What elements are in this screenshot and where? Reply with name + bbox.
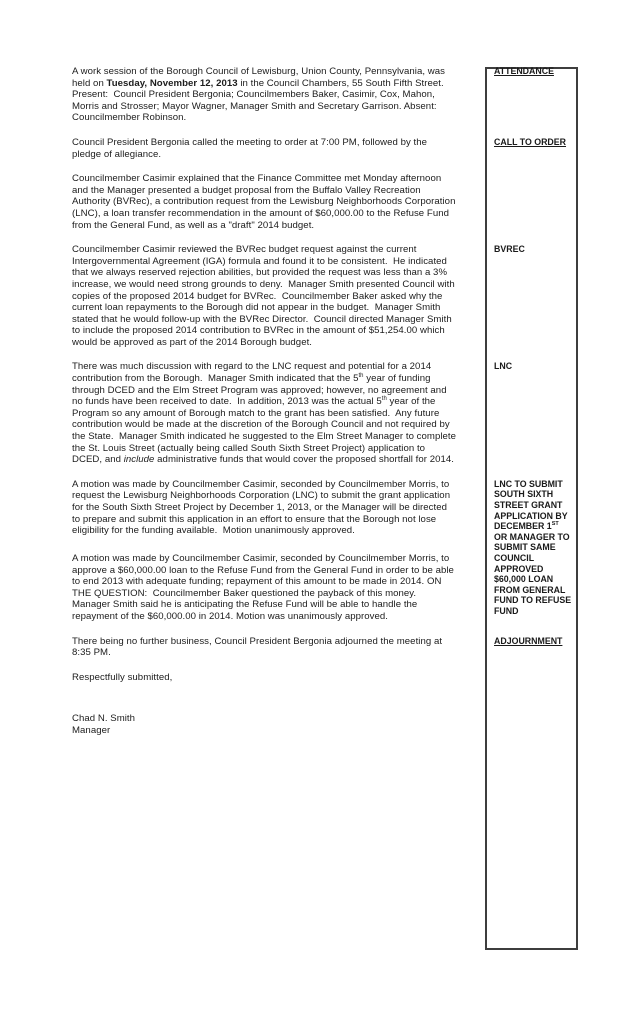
margin-note-line xyxy=(494,244,572,255)
margin-note-line xyxy=(494,532,572,543)
text-run: no funds have been received to date. In addition, 2013 was the actual 5 xyxy=(72,396,382,408)
paragraph-line xyxy=(72,599,474,611)
margin-note xyxy=(494,137,572,148)
paragraph-line xyxy=(72,672,474,684)
text-run: to include the proposed 2014 contribution to BVRec in the amount of $51,254.00 which xyxy=(72,325,445,337)
paragraph-line xyxy=(72,196,474,208)
margin-note-line xyxy=(494,137,572,148)
text-run: LNC TO SUBMIT xyxy=(494,478,563,489)
paragraph-line xyxy=(72,325,474,337)
paragraph-line xyxy=(72,244,474,256)
text-run: A motion was made by Councilmember Casimir, seconded by Councilmember Morris, to xyxy=(72,552,450,564)
margin-note-line xyxy=(494,479,572,490)
text-run: FUND xyxy=(494,605,519,616)
text-run: to end 2013 with adequate funding; repayment of this amount to be made in 2014. ON xyxy=(72,576,442,588)
paragraph-line xyxy=(72,713,474,725)
paragraph-line xyxy=(72,101,474,113)
text-run: Councilmember Casimir explained that the Finance Committee met Monday afternoon xyxy=(72,173,442,185)
text-run: would be approved as part of the 2014 Borough budget. xyxy=(72,336,313,348)
attendance-paragraph xyxy=(72,66,474,124)
text-run: th xyxy=(358,372,364,379)
paragraph-line xyxy=(72,291,474,303)
text-run: the St. Louis Street (actually being called South Sixth Street Project) application to xyxy=(72,442,426,454)
text-run: DCED, and xyxy=(72,454,124,466)
text-run: Councilmember Robinson. xyxy=(72,112,187,124)
text-run: th xyxy=(381,396,387,403)
signature-block-row xyxy=(0,696,625,749)
margin-note xyxy=(494,361,572,372)
paragraph-line xyxy=(72,173,474,185)
margin-note-line xyxy=(494,521,572,532)
text-run: eligibility for the funding available. Motion unanimously approved. xyxy=(72,525,355,537)
paragraph-line xyxy=(72,431,474,443)
paragraph-line xyxy=(72,443,474,455)
text-run: administrative funds that would cover the proposed shortfall for 2014. xyxy=(154,454,454,466)
margin-note-line xyxy=(494,636,572,647)
text-run: through DCED and the Elm Street Program was approved; however, no agreement and xyxy=(72,384,447,396)
closing-line xyxy=(72,672,474,684)
finance-committee-paragraph-row xyxy=(0,173,625,244)
paragraph-line xyxy=(72,220,474,232)
text-run: A motion was made by Councilmember Casimir, seconded by Councilmember Morris, to xyxy=(72,478,450,490)
paragraph-line xyxy=(72,408,474,420)
margin-note-line xyxy=(494,553,572,564)
paragraph-line xyxy=(72,149,474,161)
text-run: that we always reserved rejection abilities, but provided the request was less than a 3% xyxy=(72,267,448,279)
text-run: There being no further business, Council President Bergonia adjourned the meeting at xyxy=(72,635,443,647)
text-run: held on xyxy=(72,77,107,89)
attendance-paragraph-row xyxy=(0,66,625,137)
margin-note xyxy=(494,553,572,617)
signature-block xyxy=(72,713,474,736)
text-run: in the Council Chambers, 55 South Fifth Street. xyxy=(237,77,444,89)
margin-note-line xyxy=(494,564,572,575)
text-run: for the South Sixth Street Project by December 1, 2013, or the Manager will be directed xyxy=(72,502,447,513)
paragraph-line xyxy=(72,302,474,314)
text-run: copies of the proposed 2014 budget for BVRec. Councilmember Baker asked why the xyxy=(72,290,443,302)
paragraph-line xyxy=(72,647,474,659)
lnc-paragraph-row xyxy=(0,361,625,478)
paragraph-line xyxy=(72,565,474,577)
margin-note-line xyxy=(494,500,572,511)
loan-motion-paragraph xyxy=(72,553,474,623)
paragraph-line xyxy=(72,66,474,78)
grant-application-motion-paragraph xyxy=(72,479,474,537)
text-run: APPROVED xyxy=(494,563,544,574)
text-run: Present: Council President Bergonia; Councilmembers Baker, Casimir, Cox, Mahon, xyxy=(72,89,435,101)
text-run: 8:35 PM. xyxy=(72,647,111,659)
text-run: approve a $60,000.00 loan to the Refuse Fund from the General Fund in order to be able xyxy=(72,564,454,576)
text-run: pledge of allegiance. xyxy=(72,148,162,160)
text-run: request the Lewisburg Neighborhoods Corporation (LNC) to submit the grant application xyxy=(72,490,451,502)
text-run: FROM GENERAL xyxy=(494,584,566,595)
text-run: There was much discussion with regard to the LNC request and potential for a 2014 xyxy=(72,361,432,373)
document-body xyxy=(0,66,625,750)
bvrec-paragraph xyxy=(72,244,474,348)
text-run: Authority (BVRec), a contribution request from the Lewisburg Neighborhoods Corporation xyxy=(72,196,456,208)
text-run: ATTENDANCE xyxy=(494,66,554,76)
paragraph-line xyxy=(72,78,474,90)
call-to-order-paragraph-row xyxy=(0,137,625,173)
margin-note-line xyxy=(494,585,572,596)
margin-note xyxy=(494,479,572,553)
margin-note xyxy=(494,636,572,647)
paragraph-line xyxy=(72,89,474,101)
text-run: CALL TO ORDER xyxy=(494,136,567,147)
paragraph-line xyxy=(72,267,474,279)
margin-note xyxy=(494,66,572,77)
text-run: A work session of the Borough Council of Lewisburg, Union County, Pennsylvania, was xyxy=(72,66,445,77)
paragraph-line xyxy=(72,454,474,466)
text-run: increase, we would need strong grounds to deny. Manager Smith presented Council with xyxy=(72,278,455,290)
text-run: (LNC), a loan transfer recommendation in the amount of $60,000.00 to the Refuse Fund xyxy=(72,207,449,219)
paragraph-line xyxy=(72,361,474,373)
paragraph-line xyxy=(72,279,474,291)
text-run: repayment of the $60,000.00 in 2014. Motion was unanimously approved. xyxy=(72,610,388,622)
text-run: year of the xyxy=(386,396,436,408)
text-run: Intergovernmental Agreement (IGA) formula and found it to be consistent. He indicated xyxy=(72,255,447,267)
margin-note-line xyxy=(494,511,572,522)
margin-note-line xyxy=(494,542,572,553)
text-run: year of funding xyxy=(363,373,431,385)
text-run: contribution would be made at the discretion of the Borough Council and not required by xyxy=(72,419,450,431)
text-run: Manager xyxy=(72,724,111,736)
margin-note-line xyxy=(494,489,572,500)
paragraph-line xyxy=(72,611,474,623)
text-run: Program so any amount of Borough match to the grant has been satisfied. Any future xyxy=(72,407,440,419)
text-run: SUBMIT SAME xyxy=(494,542,556,553)
margin-note-line xyxy=(494,361,572,372)
text-run: stated that he would follow-up with the BVRec Director. Council directed Manager Smith xyxy=(72,313,452,325)
paragraph-line xyxy=(72,479,474,491)
paragraph-line xyxy=(72,490,474,502)
text-run: the State. Manager Smith indicated he suggested to the Elm Street Manager to complete xyxy=(72,431,457,443)
text-run: to prepare and submit this application in an effort to ensure that the Borough not lose xyxy=(72,513,437,525)
call-to-order-paragraph xyxy=(72,137,474,160)
text-run: ADJOURNMENT xyxy=(494,635,563,646)
text-run: FUND TO REFUSE xyxy=(494,595,572,606)
grant-application-motion-paragraph-row xyxy=(0,479,625,553)
paragraph-line xyxy=(72,502,474,514)
text-run: SOUTH SIXTH xyxy=(494,489,554,500)
text-run: Council President Bergonia called the meeting to order at 7:00 PM, followed by the xyxy=(72,136,428,148)
adjournment-paragraph xyxy=(72,636,474,659)
text-run: include xyxy=(123,454,155,466)
paragraph-line xyxy=(72,419,474,431)
margin-note-line xyxy=(494,606,572,617)
paragraph-line xyxy=(72,137,474,149)
paragraph-line xyxy=(72,514,474,526)
text-run: BVREC xyxy=(494,244,525,255)
text-run: Manager Smith said he is anticipating the Refuse Fund will be able to handle the xyxy=(72,599,418,611)
margin-note-line xyxy=(494,66,572,77)
text-run: Chad N. Smith xyxy=(72,713,136,725)
text-run: ST xyxy=(551,521,559,528)
adjournment-paragraph-row xyxy=(0,636,625,672)
text-run: $60,000 LOAN xyxy=(494,574,554,585)
text-run: COUNCIL xyxy=(494,552,535,563)
text-run: LNC xyxy=(494,361,513,372)
text-run: STREET GRANT xyxy=(494,500,563,510)
paragraph-line xyxy=(72,725,474,737)
paragraph-line xyxy=(72,112,474,124)
text-run: and the Manager presented a budget proposal from the Buffalo Valley Recreation xyxy=(72,184,421,196)
text-run: Tuesday, November 12, 2013 xyxy=(106,77,238,89)
paragraph-line xyxy=(72,525,474,537)
paragraph-line xyxy=(72,314,474,326)
margin-note-line xyxy=(494,574,572,585)
paragraph-line xyxy=(72,636,474,648)
loan-motion-paragraph-row xyxy=(0,553,625,636)
paragraph-line xyxy=(72,208,474,220)
margin-note xyxy=(494,244,572,255)
paragraph-line xyxy=(72,588,474,600)
text-run: from the General Fund, as well as a "draft" 2014 budget. xyxy=(72,219,315,231)
paragraph-line xyxy=(72,553,474,565)
paragraph-line xyxy=(72,185,474,197)
paragraph-line xyxy=(72,373,474,385)
text-run: contribution from the Borough. Manager Smith indicated that the 5 xyxy=(72,373,359,385)
lnc-paragraph xyxy=(72,361,474,465)
text-run: Respectfully submitted, xyxy=(72,671,173,683)
text-run: DECEMBER 1 xyxy=(494,521,552,532)
finance-committee-paragraph xyxy=(72,173,474,231)
paragraph-line xyxy=(72,396,474,408)
text-run: OR MANAGER TO xyxy=(494,531,570,542)
margin-note-line xyxy=(494,595,572,606)
paragraph-line xyxy=(72,576,474,588)
text-run: Morris and Strosser; Mayor Wagner, Manager Smith and Secretary Garrison. Absent: xyxy=(72,100,437,112)
closing-line-row xyxy=(0,672,625,697)
paragraph-line xyxy=(72,337,474,349)
text-run: THE QUESTION: Councilmember Baker questioned the payback of this money. xyxy=(72,587,417,599)
text-run: APPLICATION BY xyxy=(494,510,568,521)
text-run: Councilmember Casimir reviewed the BVRec budget request against the current xyxy=(72,244,417,256)
paragraph-line xyxy=(72,256,474,268)
bvrec-paragraph-row xyxy=(0,244,625,361)
text-run: current loan repayments to the Borough did not appear in the budget. Manager Smith xyxy=(72,302,441,314)
paragraph-line xyxy=(72,385,474,397)
